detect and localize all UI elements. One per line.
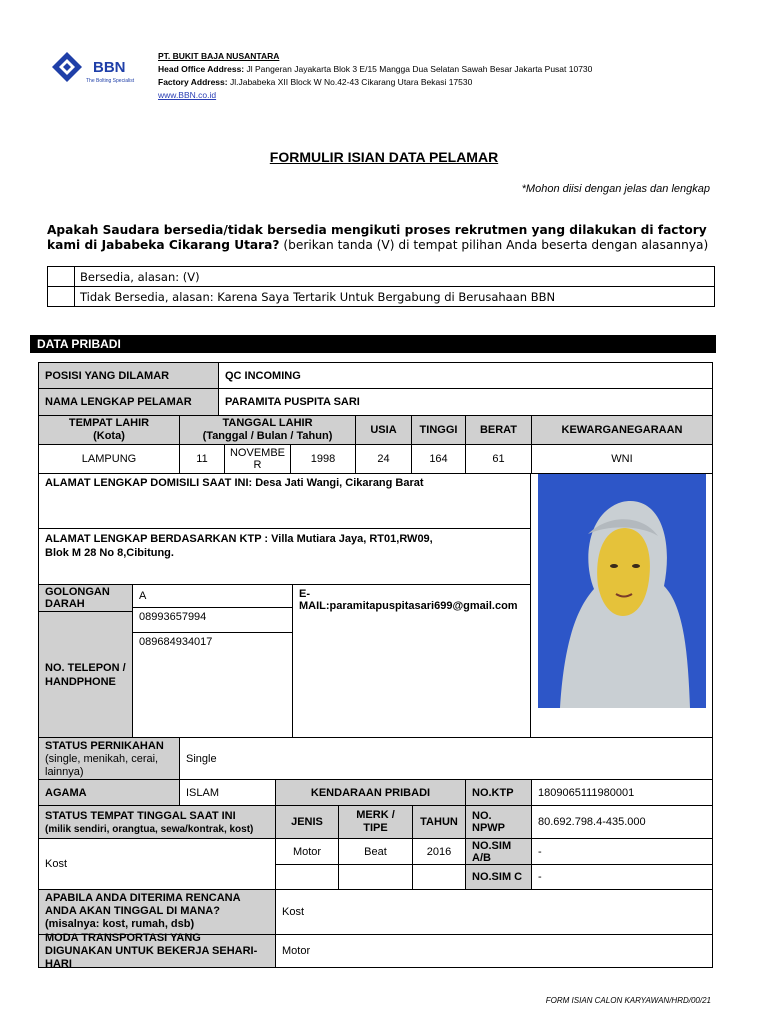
option-row <box>48 267 715 287</box>
value-alamat-domisili: Desa Jati Wangi, Cikarang Barat <box>255 477 424 489</box>
applicant-photo <box>538 474 706 708</box>
label-tahun-kendaraan: TAHUN <box>412 805 466 839</box>
value-kewarganegaraan: WNI <box>531 444 713 474</box>
label-moda-transportasi: MODA TRANSPORTASI YANG DIGUNAKAN UNTUK BEKERJA SEHARI-HARI <box>38 934 276 968</box>
willingness-options <box>47 266 715 307</box>
value-kendaraan-merk: Beat <box>338 838 413 865</box>
option-checkbox[interactable] <box>48 287 75 307</box>
label-tanggal-lahir-text: TANGGAL LAHIR <box>222 417 313 429</box>
label-rencana-tinggal <box>38 889 276 935</box>
form-footer-code: FORM ISIAN CALON KARYAWAN/HRD/00/21 <box>545 996 711 1005</box>
value-bulan: NOVEMBER <box>224 444 291 474</box>
value-kendaraan-jenis: Motor <box>275 838 339 865</box>
label-tanggal-lahir <box>179 415 356 445</box>
option-bersedia: Bersedia, alasan: (V) <box>75 267 715 287</box>
label-status-pernikahan-text: STATUS PERNIKAHAN <box>45 740 164 752</box>
label-jenis: JENIS <box>275 805 339 839</box>
question-instruction: (berikan tanda (V) di tempat pilihan Anda beserta dengan alasannya) <box>279 238 709 252</box>
label-alamat-domisili: ALAMAT LENGKAP DOMISILI SAAT INI: <box>45 477 253 489</box>
label-berat: BERAT <box>465 415 532 445</box>
email-row <box>292 584 531 738</box>
value-sim-ab: - <box>531 838 713 865</box>
label-sim-c: NO.SIM C <box>465 864 532 890</box>
value-golongan-darah: A <box>132 584 293 608</box>
value-tempat-lahir: LAMPUNG <box>38 444 180 474</box>
value-telepon-1: 08993657994 <box>132 607 293 633</box>
value-alamat-ktp-2: Blok M 28 No 8,Cibitung. <box>45 547 174 559</box>
svg-text:BBN: BBN <box>93 59 126 76</box>
value-npwp: 80.692.798.4-435.000 <box>531 805 713 839</box>
company-website-link[interactable]: www.BBN.co.id <box>158 90 217 100</box>
label-tempat-lahir <box>38 415 180 445</box>
value-alamat-ktp: Villa Mutiara Jaya, RT01,RW09, <box>271 533 433 545</box>
value-moda-transportasi: Motor <box>275 934 713 968</box>
value-tinggi: 164 <box>411 444 466 474</box>
label-status-tinggal-text: STATUS TEMPAT TINGGAL SAAT INI <box>45 810 236 822</box>
label-tempat-lahir-text: TEMPAT LAHIR <box>68 417 150 429</box>
value-status-pernikahan: Single <box>179 737 713 780</box>
value-tahun-lahir: 1998 <box>290 444 356 474</box>
value-nama: PARAMITA PUSPITA SARI <box>218 388 713 416</box>
company-info <box>158 50 592 102</box>
factory-address: Jl.Jababeka XII Block W No.42-43 Cikarang Utara Bekasi 17530 <box>229 77 473 87</box>
empty-kendaraan-jenis <box>275 864 339 890</box>
value-tanggal: 11 <box>179 444 225 474</box>
option-checkbox[interactable] <box>48 267 75 287</box>
label-status-pernikahan-sub: (single, menikah, cerai, lainnya) <box>45 753 159 778</box>
label-nama: NAMA LENGKAP PELAMAR <box>38 388 219 416</box>
value-telepon-2: 089684934017 <box>132 632 293 738</box>
label-golongan-darah: GOLONGAN DARAH <box>38 584 133 612</box>
value-kendaraan-tahun: 2016 <box>412 838 466 865</box>
label-no-ktp: NO.KTP <box>465 779 532 806</box>
svg-text:The Bolting Specialist: The Bolting Specialist <box>86 78 135 84</box>
form-note: *Mohon diisi dengan jelas dan lengkap <box>521 183 710 195</box>
company-name: PT. BUKIT BAJA NUSANTARA <box>158 51 280 61</box>
section-data-pribadi: DATA PRIBADI <box>30 335 716 353</box>
question-bold: Apakah Saudara bersedia/tidak bersedia mengikuti proses rekrutmen yang dilakukan di factory kami di Jababeka Cikarang Utara? <box>47 223 707 252</box>
label-status-tinggal-sub: (milik sendiri, orangtua, sewa/kontrak, kost) <box>45 824 254 835</box>
value-usia: 24 <box>355 444 412 474</box>
option-tidak-bersedia: Tidak Bersedia, alasan: Karena Saya Tertarik Untuk Bergabung di Berusahaan BBN <box>75 287 715 307</box>
label-rencana-tinggal-sub: (misalnya: kost, rumah, dsb) <box>45 918 195 930</box>
label-tinggi: TINGGI <box>411 415 466 445</box>
value-email[interactable]: paramitapuspitasari699@gmail.com <box>329 600 518 612</box>
head-office-label: Head Office Address: <box>158 64 245 74</box>
form-title: FORMULIR ISIAN DATA PELAMAR <box>269 149 499 165</box>
empty-kendaraan-tahun <box>412 864 466 890</box>
value-no-ktp: 1809065111980001 <box>531 779 713 806</box>
label-posisi: POSISI YANG DILAMAR <box>38 362 219 389</box>
recruitment-question <box>47 223 717 253</box>
label-usia: USIA <box>355 415 412 445</box>
option-row <box>48 287 715 307</box>
label-status-pernikahan <box>38 737 180 780</box>
label-tempat-lahir-sub: (Kota) <box>93 430 125 442</box>
label-tanggal-lahir-sub: (Tanggal / Bulan / Tahun) <box>202 430 333 442</box>
value-sim-c: - <box>531 864 713 890</box>
label-npwp: NO. NPWP <box>465 805 532 839</box>
label-email: E-MAIL: <box>299 588 330 612</box>
label-status-tinggal <box>38 805 276 839</box>
head-office-address: Jl Pangeran Jayakarta Blok 3 E/15 Mangga Dua Selatan Sawah Besar Jakarta Pusat 10730 <box>246 64 593 74</box>
label-sim-ab: NO.SIM A/B <box>465 838 532 865</box>
label-kewarganegaraan: KEWARGANEGARAAN <box>531 415 713 445</box>
label-merk: MERK / TIPE <box>338 805 413 839</box>
value-agama: ISLAM <box>179 779 276 806</box>
factory-label: Factory Address: <box>158 77 228 87</box>
label-telepon: NO. TELEPON / HANDPHONE <box>38 611 133 738</box>
value-berat: 61 <box>465 444 532 474</box>
label-alamat-ktp: ALAMAT LENGKAP BERDASARKAN KTP : <box>45 533 269 545</box>
value-rencana-tinggal: Kost <box>275 889 713 935</box>
value-status-tinggal: Kost <box>38 838 276 890</box>
label-agama: AGAMA <box>38 779 180 806</box>
label-rencana-tinggal-text: APABILA ANDA DITERIMA RENCANA ANDA AKAN TINGGAL DI MANA? <box>45 892 241 917</box>
alamat-ktp-row <box>38 528 531 585</box>
alamat-domisili-row <box>38 473 531 529</box>
label-kendaraan: KENDARAAN PRIBADI <box>275 779 466 806</box>
value-posisi: QC INCOMING <box>218 362 713 389</box>
bbn-logo <box>50 50 150 86</box>
empty-kendaraan-merk <box>338 864 413 890</box>
